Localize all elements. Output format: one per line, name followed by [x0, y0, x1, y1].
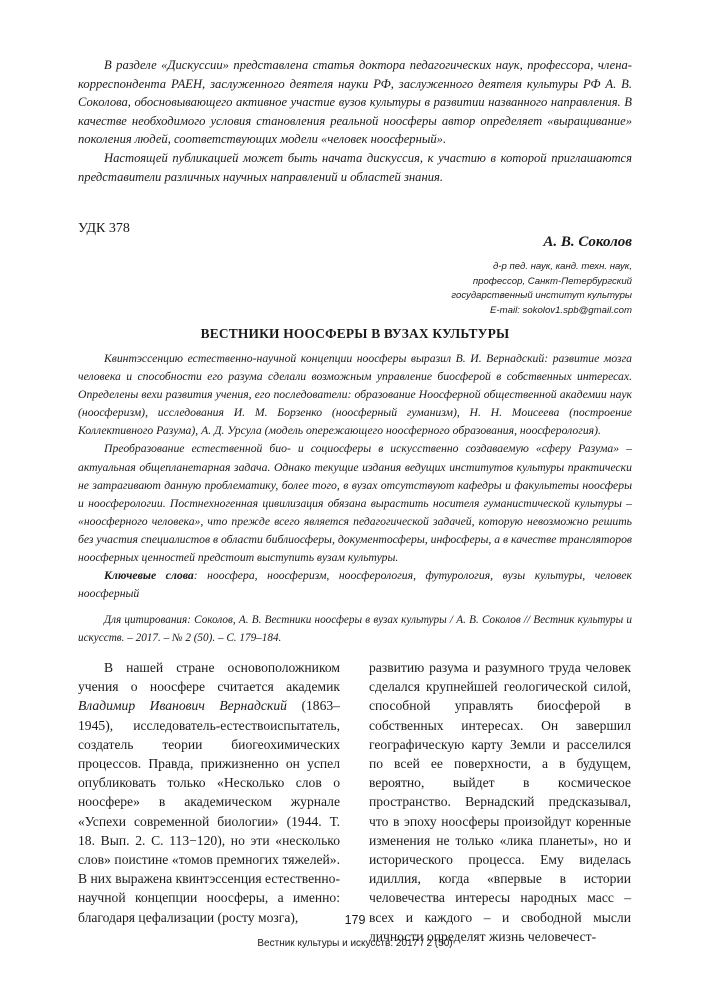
- editorial-intro: [78, 56, 632, 186]
- person-name: Владимир Иванович Вернадский: [78, 698, 287, 714]
- body-column-right: [369, 658, 631, 946]
- udk-code: УДК 378: [78, 221, 130, 236]
- page-number: 179: [344, 913, 366, 927]
- keywords-label: Ключевые слова: [104, 569, 194, 583]
- author-affiliation: [332, 260, 632, 318]
- body-text: (1863–1945), исследователь-естествоиспытатель, создатель теории биогеохимических процессов. Правда, прижизненно он успел опубликовать только «Несколько слов о ноосфере» в академическом журнале «Успехи современной биологии» (1944. Т. 18. Вып. 2. С. 113−120), но эти «несколько слов» поистине «томов премногих тяжелей». В них выражена квинтэссенция естественно-научной концепции ноосферы, а именно: благодаря цефализации (росту мозга),: [78, 698, 340, 925]
- intro-paragraph: Настоящей публикацией может быть начата дискуссия, к участию в которой приглашаются представители различных научных направлений и областей знания.: [78, 150, 632, 184]
- citation-text: Для цитирования: Соколов, А. В. Вестники ноосферы в вузах культуры / А. В. Соколов // Вестник культуры и искусств. – 2017. – № 2 (50). – С. 179–184.: [78, 614, 632, 644]
- affiliation-line: д-р пед. наук, канд. техн. наук,: [493, 261, 632, 272]
- citation: [78, 611, 632, 647]
- abstract-paragraph: Преобразование естественной био- и социосферы в искусственно создаваемую «сферу Разума» – актуальная общепланетарная задача. Однако текущие издания ведущих институтов культуры практически не затрагивают данную проблематику, более того, в вузах отсутствуют кафедры и факультеты ноосферы и ноосферологии. Постнехногенная цивилизация обязана вырастить носителя гуманистической культуры – «ноосферного человека», что прежде всего является педагогической задачей, которую невозможно решить без участия специалистов в области библиосферы, документосферы, инфосферы, а в качестве трансляторов ноосферных ценностей предстоит выступить вузам культуры.: [78, 442, 632, 565]
- keywords-list: : ноосфера, ноосферизм, ноосферология, футурология, вузы культуры, человек ноосферный: [78, 569, 632, 601]
- intro-paragraph: В разделе «Дискуссии» представлена статья доктора педагогических наук, профессора, члена-корреспондента РАЕН, заслуженного деятеля науки РФ, заслуженного деятеля культуры РФ А. В. Соколова, обосновывающего активное участие вузов культуры в развитии названного направления. В качестве необходимого условия становления реальной ноосферы автор определяет «выращивание» поколения людей, соответствующих модели «человек ноосферный».: [78, 58, 632, 147]
- body-text: В нашей стране основоположником учения о ноосфере считается академик: [78, 660, 340, 695]
- body-paragraph: развитию разума и разумного труда человек сделался крупнейшей геологической силой, способной управлять биосферой в собственных интересах. Он завершил географическую карту Земли и расселился по всей ее поверхности, а в будущем, вероятно, выйдет в космическое пространство. Вернадский предсказывал, что в эпоху ноосферы произойдут коренные изменения не только «лика планеты», но и исторического процесса. Ему виделась идиллия, когда «впервые в истории человечества интересы народных масс – всех и каждого – и свободной мысли личности определят жизнь человечест-: [369, 660, 631, 944]
- body-paragraph: [78, 658, 340, 927]
- keywords: [78, 567, 632, 603]
- abstract: [78, 350, 632, 603]
- affiliation-line: профессор, Санкт-Петербургский: [472, 275, 632, 287]
- author-email: E-mail: sokolov1.spb@gmail.com: [490, 304, 632, 316]
- body-column-left: [78, 658, 340, 927]
- abstract-paragraph: Квинтэссенцию естественно-научной концепции ноосферы выразил В. И. Вернадский: развитие мозга человека и способности его разума сделали возможным управление биосферой в собственных интересах. Определены вехи развития учения, его последователи: образование Ноосферной общественной академии наук (ноосферизм), исследования И. М. Борзенко (ноосферный гуманизм), Н. Н. Моисеева (построение Коллективного Разума), А. Д. Урсула (модель опережающего ноосферного образования, ноосферология).: [78, 352, 632, 438]
- affiliation-line: государственный институт культуры: [451, 290, 632, 302]
- author-name: А. В. Соколов: [543, 234, 632, 250]
- article-title: ВЕСТНИКИ НООСФЕРЫ В ВУЗАХ КУЛЬТУРЫ: [200, 326, 510, 341]
- journal-footer: Вестник культуры и искусств. 2017 / 2 (50): [257, 938, 453, 949]
